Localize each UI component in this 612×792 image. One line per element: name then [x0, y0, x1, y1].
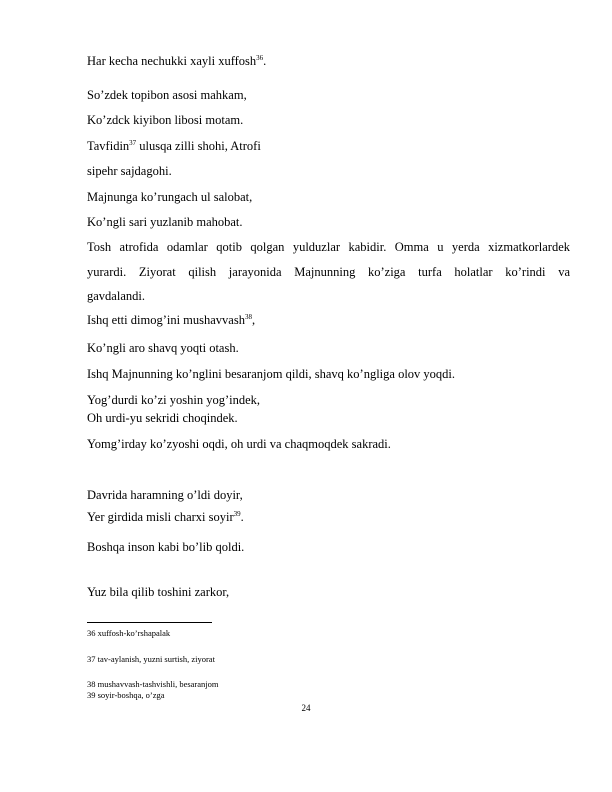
- verse-line-1: [87, 54, 266, 69]
- prose-line-4: Ishq Majnunning ko’nglini besaranjom qildi, shavq ko’ngliga olov yoqdi.: [87, 367, 456, 381]
- prose-line-1: Tosh atrofida odamlar qotib qolgan yulduzlar kabidir. Omma u yerda xizmatkorlardek: [87, 240, 570, 254]
- verse-text: Ishq etti dimog’ini mushavvash: [87, 313, 245, 327]
- verse-line-10: Yog’durdi ko’zi yoshin yog’indek,: [87, 393, 261, 407]
- prose-line-2: yurardi. Ziyorat qilish jarayonida Majnunning ko’ziga turfa holatlar ko’rindi va: [87, 265, 570, 279]
- verse-text: Tavfidin: [87, 139, 130, 153]
- verse-text: Yer girdida misli charxi soyir: [87, 510, 234, 524]
- verse-line-2: So’zdek topibon asosi mahkam,: [87, 88, 247, 102]
- prose-line-6: Boshqa inson kabi bo’lib qoldi.: [87, 540, 245, 554]
- verse-line-8: [87, 313, 255, 328]
- verse-text-end: .: [263, 54, 267, 68]
- footnote-ref-37[interactable]: 37: [129, 139, 137, 147]
- footnote-ref-39[interactable]: 39: [233, 510, 241, 518]
- verse-line-7: Ko’ngli sari yuzlanib mahobat.: [87, 215, 243, 229]
- verse-text-end: .: [240, 510, 244, 524]
- footnote-38: 38 mushavvash-tashvishli, besaranjom: [87, 679, 219, 689]
- verse-line-3: Ko’zdck kiyibon libosi motam.: [87, 113, 244, 127]
- verse-line-13: [87, 510, 244, 525]
- prose-line-5: Yomg’irday ko’zyoshi oqdi, oh urdi va chaqmoqdek sakradi.: [87, 437, 391, 451]
- verse-line-14: Yuz bila qilib toshini zarkor,: [87, 585, 230, 599]
- prose-line-3: gavdalandi.: [87, 289, 145, 303]
- verse-line-6: Majnunga ko’rungach ul salobat,: [87, 190, 253, 204]
- verse-line-9: Ko’ngli aro shavq yoqti otash.: [87, 341, 239, 355]
- footnote-37: 37 tav-aylanish, yuzni surtish, ziyorat: [87, 654, 215, 664]
- footnote-separator: [87, 622, 212, 623]
- verse-line-4: [87, 139, 261, 154]
- footnote-ref-38[interactable]: 38: [244, 313, 252, 321]
- verse-line-12: Davrida haramning o’ldi doyir,: [87, 488, 243, 502]
- page-number: 24: [301, 703, 311, 713]
- verse-text: Har kecha nechukki xayli xuffosh: [87, 54, 257, 68]
- footnote-36: 36 xuffosh-ko’rshapalak: [87, 628, 171, 638]
- footnote-ref-36[interactable]: 36: [256, 54, 264, 62]
- verse-text-end: ulusqa zilli shohi, Atrofi: [136, 139, 261, 153]
- verse-line-5: sipehr sajdagohi.: [87, 164, 172, 178]
- verse-text-end: ,: [251, 313, 256, 327]
- footnote-39: 39 soyir-boshqa, o’zga: [87, 690, 165, 700]
- verse-line-11: Oh urdi-yu sekridi choqindek.: [87, 411, 238, 425]
